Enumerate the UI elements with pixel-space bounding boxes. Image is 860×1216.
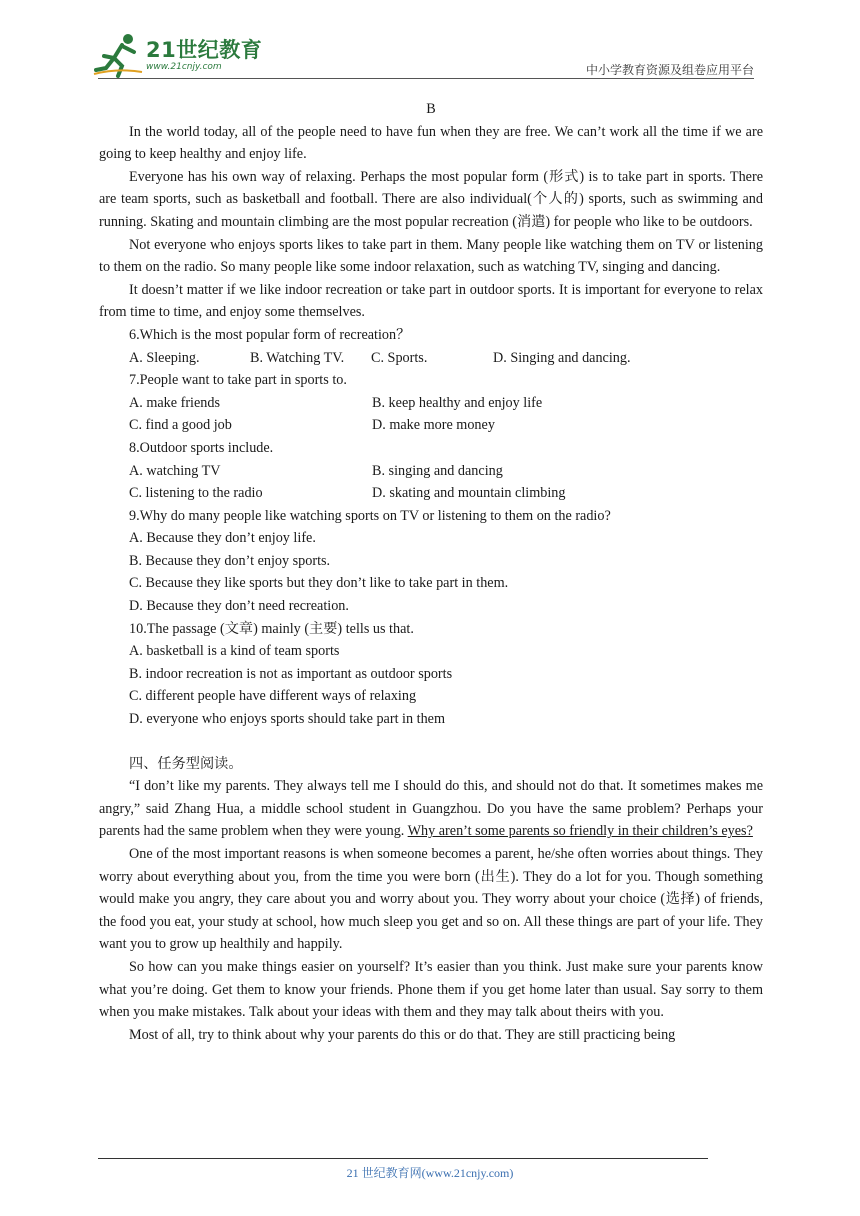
option: B. keep healthy and enjoy life <box>372 394 543 411</box>
paragraph: It doesn’t matter if we like indoor recreation or take part in outdoor sports. It is important for everyone to relax from time to time, and enjoy some themselves. <box>99 281 763 321</box>
option: A. basketball is a kind of team sports <box>129 643 340 660</box>
option: B. indoor recreation is not as important as outdoor sports <box>129 665 453 682</box>
spacer <box>99 731 763 753</box>
paragraph: Everyone has his own way of relaxing. Perhaps the most popular form (形式) is to take part in sports. There are team sports, such as basketball and football. There are also individual(个人的) sports, such as swimming and running. Skating and mountain climbing are the most popular recreation (消遣) for people who like to be outdoors. <box>99 168 763 230</box>
question-8-options-row <box>99 482 763 505</box>
question-9: 9.Why do many people like watching sports on TV or listening to them on the radio? <box>129 507 611 524</box>
footer-text: 21 世纪教育网(www.21cnjy.com) <box>346 1166 514 1180</box>
paragraph: So how can you make things easier on yourself? It’s easier than you think. Just make sure your parents know what you’re doing. Get them to know your friends. Phone them if you get home later than usual. Say sorry to them when you make mistakes. Talk about your ideas with them and they may talk about theirs with you. <box>99 958 763 1021</box>
paragraph: In the world today, all of the people need to have fun when they are free. We can’t work all the time if we are going to keep healthy and enjoy life. <box>99 123 763 163</box>
option: C. listening to the radio <box>129 485 263 502</box>
logo-text: 21世纪教育 <box>146 38 263 62</box>
option: C. Because they like sports but they don’t like to take part in them. <box>129 575 509 592</box>
option: B. Because they don’t enjoy sports. <box>129 552 331 569</box>
logo <box>92 32 262 78</box>
paragraph <box>99 775 763 843</box>
paragraph: Most of all, try to think about why your parents do this or do that. They are still practicing being <box>129 1026 676 1043</box>
footer-divider <box>98 1158 708 1159</box>
option: C. Sports. <box>371 349 428 366</box>
option: D. everyone who enjoys sports should take part in them <box>129 711 446 728</box>
option: C. find a good job <box>129 417 232 434</box>
question-7-options-row <box>99 414 763 437</box>
paragraph: Not everyone who enjoys sports likes to take part in them. Many people like watching them on TV or listening to them on the radio. So many people like some indoor relaxation, such as watching TV, singing and dancing. <box>99 236 763 276</box>
logo-url: www.21cnjy.com <box>146 62 222 72</box>
question-7-options-row <box>99 392 763 415</box>
paragraph-text: “I don’t like my parents. They always tell me I should do this, and should not do that. It sometimes makes me angry,” said Zhang Hua, a middle school student in Guangzhou. Do you have the same problem? Perhaps your parents had the same problem when they were young. <box>99 778 763 840</box>
question-6-options <box>99 347 763 370</box>
option: A. make friends <box>129 394 221 411</box>
option: D. Singing and dancing. <box>493 349 631 366</box>
document-body <box>99 98 763 1046</box>
option: A. watching TV <box>129 462 221 479</box>
page-header <box>0 0 860 82</box>
option: C. different people have different ways of relaxing <box>129 688 417 705</box>
platform-name: 中小学教育资源及组卷应用平台 <box>585 63 754 77</box>
option: B. singing and dancing <box>372 462 503 479</box>
underlined-question: Why aren’t some parents so friendly in their children’s eyes? <box>407 823 753 840</box>
question-10: 10.The passage (文章) mainly (主要) tells us that. <box>129 620 414 637</box>
option: A. Sleeping. <box>129 349 200 366</box>
option: D. skating and mountain climbing <box>372 485 566 502</box>
header-divider <box>98 78 754 79</box>
option: D. make more money <box>372 417 495 434</box>
question-8-options-row <box>99 460 763 483</box>
option: D. Because they don’t need recreation. <box>129 598 349 615</box>
runner-icon <box>92 32 144 78</box>
question-6: 6.Which is the most popular form of recreation？ <box>129 326 411 343</box>
paragraph: One of the most important reasons is when someone becomes a parent, he/she often worries about things. They worry about everything about you, from the time you were born (出生). They do a lot for you. Though something would make you angry, they care about you and worry about you. They worry about your choice (选择) of friends, the food you eat, your study at school, how much sleep you get and so on. All these things are part of your life. They want you to grow up healthily and happily. <box>99 846 763 953</box>
section-title: 四、任务型阅读。 <box>129 755 243 772</box>
question-8: 8.Outdoor sports include. <box>129 439 274 456</box>
section-label: B <box>426 101 436 117</box>
option: A. Because they don’t enjoy life. <box>129 530 316 547</box>
question-7: 7.People want to take part in sports to. <box>129 372 347 389</box>
option: B. Watching TV. <box>250 349 345 366</box>
